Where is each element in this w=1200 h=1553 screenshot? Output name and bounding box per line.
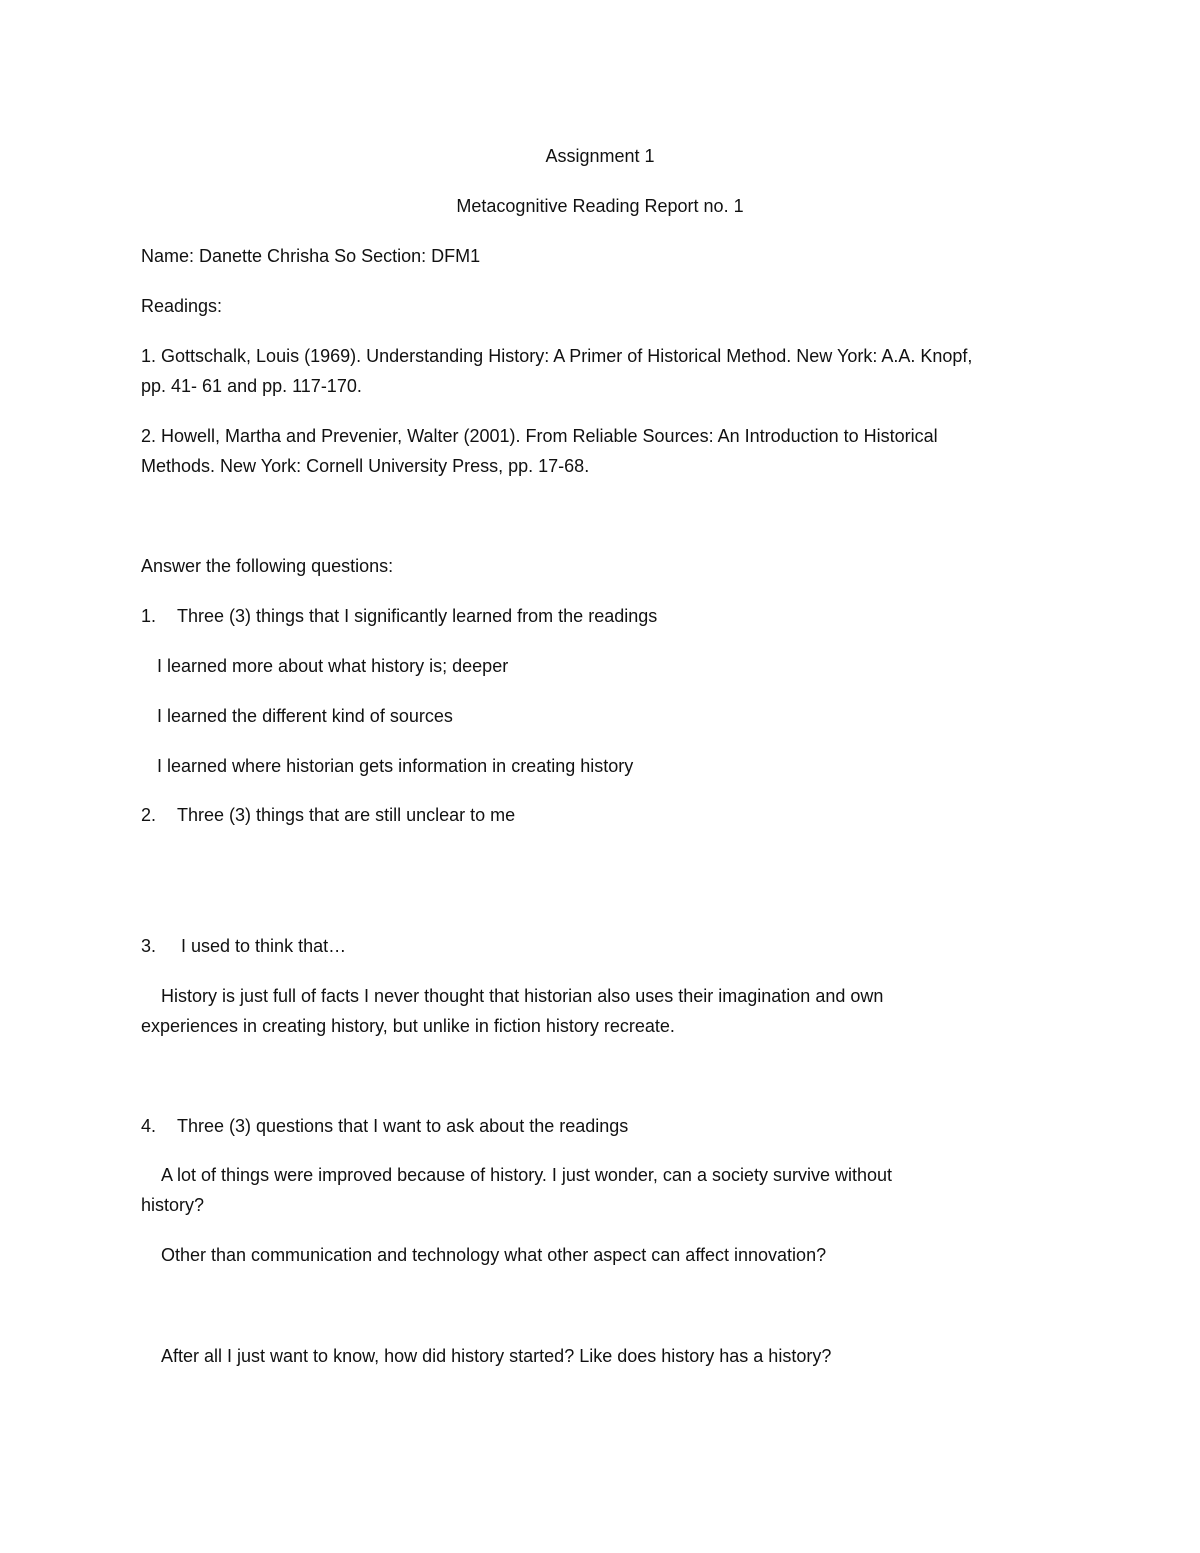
readings-heading: Readings: xyxy=(141,296,223,316)
document-title: Assignment 1 xyxy=(545,146,655,166)
question-4-text: Three (3) questions that I want to ask about the readings xyxy=(177,1116,629,1136)
question-3-text: I used to think that… xyxy=(181,936,347,956)
question-1 xyxy=(141,604,657,628)
question-1-text: Three (3) things that I significantly learned from the readings xyxy=(177,606,658,626)
question-2 xyxy=(141,803,515,827)
question-4 xyxy=(141,1114,628,1138)
question-1-answer-2: I learned the different kind of sources xyxy=(157,706,453,726)
question-4-answer-2: Other than communication and technology what other aspect can affect innovation? xyxy=(161,1245,827,1265)
reading-1-line-1: 1. Gottschalk, Louis (1969). Understanding History: A Primer of Historical Method. New York: A.A. Knopf, xyxy=(141,346,973,366)
reading-2-line-1: 2. Howell, Martha and Prevenier, Walter (2001). From Reliable Sources: An Introduction to Historical xyxy=(141,426,938,446)
question-1-answer-3: I learned where historian gets information in creating history xyxy=(157,756,634,776)
student-info: Name: Danette Chrisha So Section: DFM1 xyxy=(141,246,481,266)
question-4-answer-3: After all I just want to know, how did history started? Like does history has a history? xyxy=(161,1346,832,1366)
questions-heading: Answer the following questions: xyxy=(141,556,394,576)
question-2-number: 2. xyxy=(141,805,157,825)
question-4-answer-1-line-2: history? xyxy=(141,1195,205,1215)
question-4-answer-1-line-1: A lot of things were improved because of history. I just wonder, can a society survive without xyxy=(161,1165,893,1185)
question-3-number: 3. xyxy=(141,936,157,956)
question-3-answer-line-2: experiences in creating history, but unlike in fiction history recreate. xyxy=(141,1016,675,1036)
question-4-number: 4. xyxy=(141,1116,157,1136)
question-3-answer-line-1: History is just full of facts I never thought that historian also uses their imagination and own xyxy=(161,986,884,1006)
document-subtitle: Metacognitive Reading Report no. 1 xyxy=(456,196,744,216)
reading-1-line-2: pp. 41- 61 and pp. 117-170. xyxy=(141,376,362,396)
question-2-text: Three (3) things that are still unclear to me xyxy=(177,805,516,825)
question-1-answer-1: I learned more about what history is; deeper xyxy=(157,656,509,676)
reading-2-line-2: Methods. New York: Cornell University Press, pp. 17-68. xyxy=(141,456,590,476)
question-1-number: 1. xyxy=(141,606,157,626)
question-3 xyxy=(141,934,346,958)
